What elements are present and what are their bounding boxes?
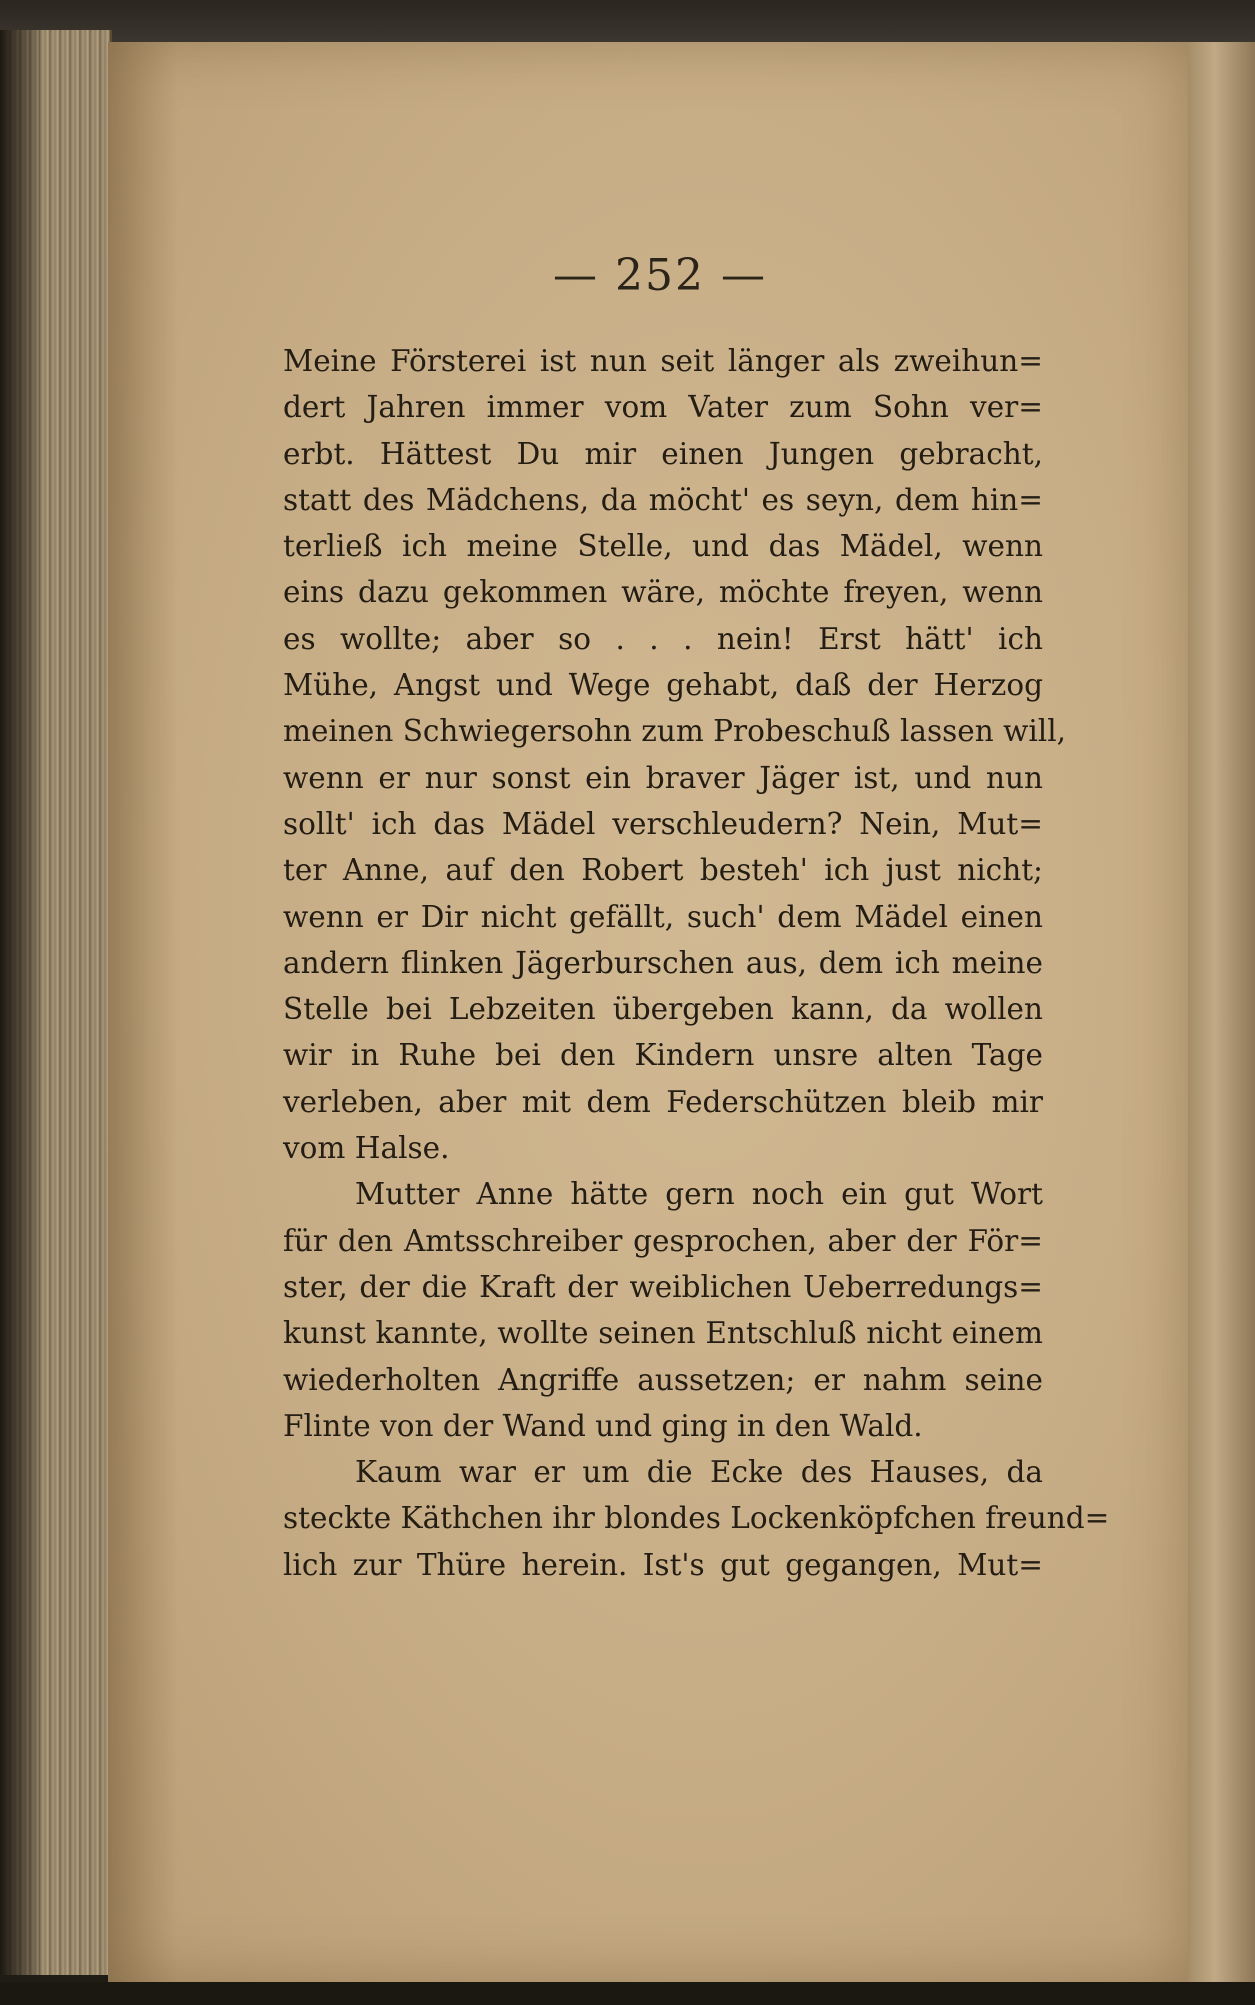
next-page-edge [1188, 42, 1255, 2005]
text-line: wenn er nur sonst ein braver Jäger ist, und nun [283, 760, 1043, 795]
text-line: statt des Mädchens, da möcht' es seyn, dem hin= [283, 482, 1043, 517]
page-stack-shadow [0, 30, 40, 1975]
text-line: Mühe, Angst und Wege gehabt, daß der Herzog [283, 668, 1043, 703]
text-line: verleben, aber mit dem Federschützen bleib mir [283, 1084, 1043, 1119]
text-line: vom Halse. [283, 1131, 450, 1166]
text-line: lich zur Thüre herein. Ist's gut gegangen, Mut= [283, 1547, 1043, 1582]
text-line: kunst kannte, wollte seinen Entschluß nicht einem [283, 1316, 1043, 1351]
page-text-block [283, 338, 1110, 1588]
text-line: Flinte von der Wand und ging in den Wald. [283, 1408, 923, 1443]
text-line: Kaum war er um die Ecke des Hauses, da [355, 1455, 1043, 1490]
text-line: für den Amtsschreiber gesprochen, aber der För= [283, 1223, 1043, 1258]
text-line: Meine Försterei ist nun seit länger als zweihun= [283, 344, 1043, 378]
text-line: wiederholten Angriffe aussetzen; er nahm seine [283, 1362, 1043, 1397]
page-number: — 252 — [553, 250, 767, 301]
text-line: meinen Schwiegersohn zum Probeschuß lassen will, [283, 714, 1067, 749]
text-line: es wollte; aber so . . . nein! Erst hätt' ich [283, 621, 1043, 656]
text-line: eins dazu gekommen wäre, möchte freyen, wenn [283, 575, 1043, 610]
book-cover-edge [0, 0, 1255, 44]
page-gutter-shadow [108, 42, 178, 1982]
text-line: wenn er Dir nicht gefällt, such' dem Mädel einen [283, 899, 1043, 934]
text-line: steckte Käthchen ihr blondes Lockenköpfchen freund= [283, 1501, 1110, 1536]
text-line: Mutter Anne hätte gern noch ein gut Wort [355, 1177, 1043, 1212]
text-line: Stelle bei Lebzeiten übergeben kann, da wollen [283, 992, 1043, 1027]
text-line: erbt. Hättest Du mir einen Jungen gebracht, [283, 436, 1043, 471]
text-line: dert Jahren immer vom Vater zum Sohn ver= [283, 390, 1043, 425]
text-line: wir in Ruhe bei den Kindern unsre alten Tage [283, 1038, 1043, 1073]
text-line: ter Anne, auf den Robert besteh' ich just nicht; [283, 853, 1043, 888]
text-line: ster, der die Kraft der weiblichen Ueberredungs= [283, 1269, 1043, 1304]
book-bottom-edge [0, 1982, 1255, 2005]
text-line: sollt' ich das Mädel verschleudern? Nein, Mut= [283, 806, 1043, 841]
text-line: andern flinken Jägerburschen aus, dem ich meine [283, 945, 1043, 980]
text-line: terließ ich meine Stelle, und das Mädel, wenn [283, 529, 1043, 564]
